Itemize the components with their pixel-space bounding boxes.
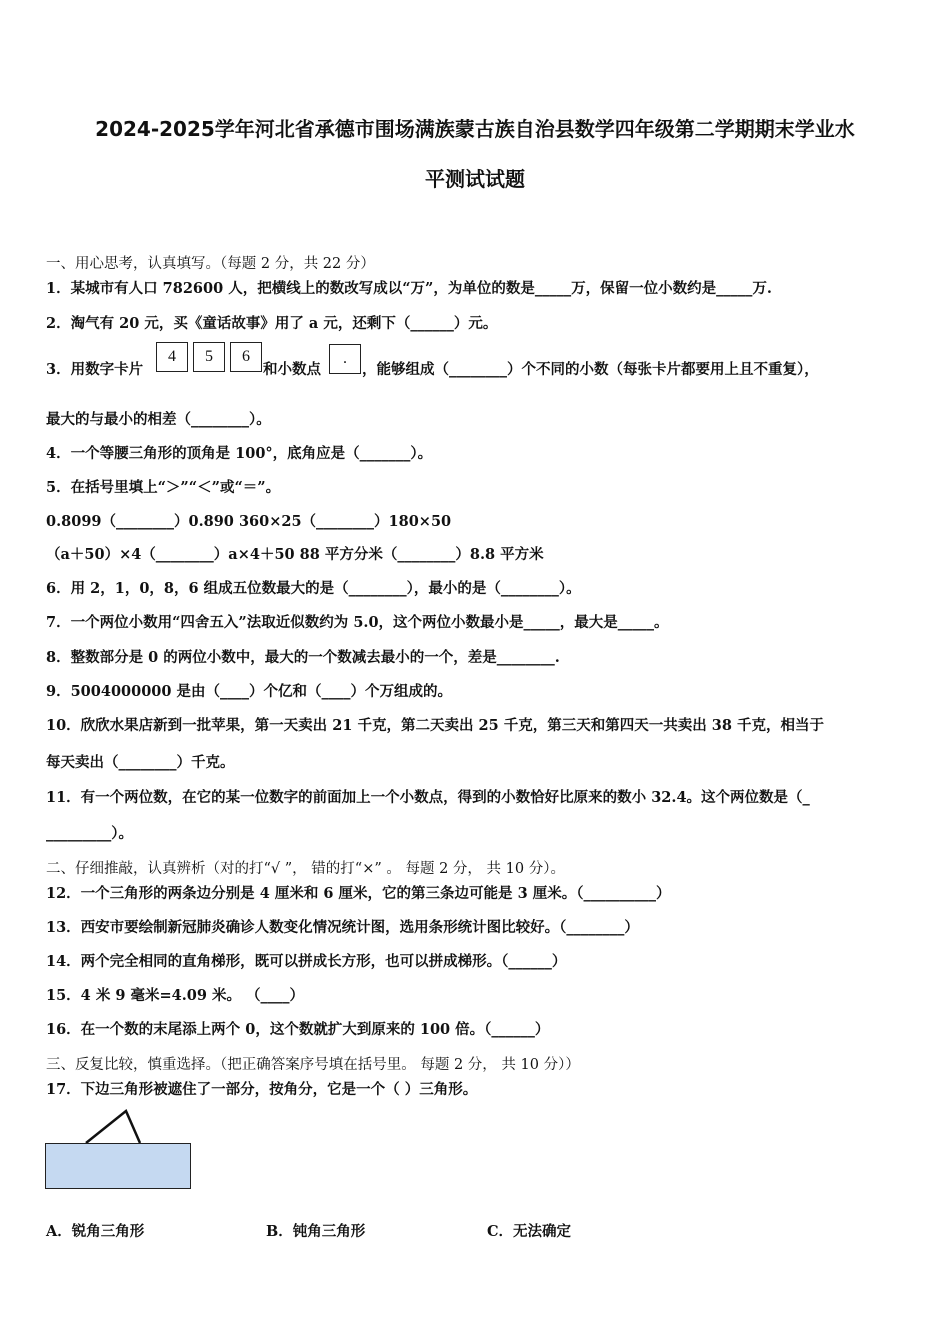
question-5-line-2: 0.8099（________）0.890 360×25（________）180×50 [46,513,452,530]
question-6: 6．用 2，1，0，8，6 组成五位数最大的是（________），最小的是（________）。 [46,580,581,597]
section-3-heading: 三、反复比较，慎重选择。（把正确答案序号填在括号里。 每题 2 分， 共 10 分）） [46,1057,580,1073]
digit-card-6: 6 [230,342,262,372]
question-8: 8．整数部分是 0 的两位小数中，最大的一个数减去最小的一个，差是________. [46,649,560,666]
digit-card-4: 4 [156,342,188,372]
question-1: 1．某城市有人口 782600 人，把横线上的数改写成以“万”，为单位的数是_____万，保留一位小数约是_____万. [46,280,772,297]
question-10: 10．欣欣水果店新到一批苹果，第一天卖出 21 千克，第二天卖出 25 千克，第三天和第四天一共卖出 38 千克，相当于 [46,717,824,734]
question-2: 2．淘气有 20 元，买《童话故事》用了 a 元，还剩下（______）元。 [46,315,498,332]
question-15: 15．4 米 9 毫米=4.09 米。 （____） [46,987,305,1004]
question-3-middle: 和小数点 [263,361,321,378]
question-5-line-3: （a＋50）×4（________）a×4＋50 88 平方分米（________）8.8 平方米 [46,546,544,563]
question-3-line-2: 最大的与最小的相差（________）。 [46,411,271,428]
question-13: 13．西安市要绘制新冠肺炎确诊人数变化情况统计图，选用条形统计图比较好。（________） [46,919,639,936]
option-a[interactable]: A．锐角三角形 [46,1223,145,1240]
question-11: 11．有一个两位数，在它的某一位数字的前面加上一个小数点，得到的小数恰好比原来的数小 32.4。这个两位数是（_ [46,789,810,806]
question-5: 5．在括号里填上“＞”“＜”或“＝”。 [46,479,281,496]
question-3-suffix: ，能够组成（________）个不同的小数（每张卡片都要用上且不重复）， [362,361,819,378]
covered-triangle-figure [44,1105,204,1195]
digit-card-5: 5 [193,342,225,372]
cover-rectangle [46,1144,191,1189]
option-b[interactable]: B．钝角三角形 [266,1223,366,1240]
question-4: 4．一个等腰三角形的顶角是 100°，底角应是（_______）。 [46,445,433,462]
question-14: 14．两个完全相同的直角梯形，既可以拼成长方形，也可以拼成梯形。（______） [46,953,567,970]
question-11-line-2: _________）。 [46,825,133,842]
question-12: 12．一个三角形的两条边分别是 4 厘米和 6 厘米，它的第三条边可能是 3 厘米。（__________） [46,885,671,902]
question-17: 17．下边三角形被遮住了一部分，按角分，它是一个（ ）三角形。 [46,1081,478,1098]
question-3-prefix-text: 3．用数字卡片 [46,361,144,378]
title-line-1: 2024-2025学年河北省承德市围场满族蒙古族自治县数学四年级第二学期期末学业水 [95,117,855,141]
option-c[interactable]: C．无法确定 [487,1223,572,1240]
question-9: 9．5004000000 是由（____）个亿和（____）个万组成的。 [46,683,453,700]
question-7: 7．一个两位小数用“四舍五入”法取近似数约为 5.0，这个两位小数最小是_____，最大是_____。 [46,614,669,631]
title-line-2: 平测试试题 [425,167,525,191]
question-10-line-2: 每天卖出（________）千克。 [46,754,235,771]
decimal-point-card: . [329,344,361,374]
triangle-edges [86,1111,140,1143]
question-16: 16．在一个数的末尾添上两个 0，这个数就扩大到原来的 100 倍。（______） [46,1021,550,1038]
section-2-heading: 二、仔细推敲，认真辨析（对的打“√ ”， 错的打“×” 。 每题 2 分， 共 10 分）。 [46,861,565,877]
section-1-heading: 一、用心思考，认真填写。（每题 2 分，共 22 分） [46,256,375,272]
